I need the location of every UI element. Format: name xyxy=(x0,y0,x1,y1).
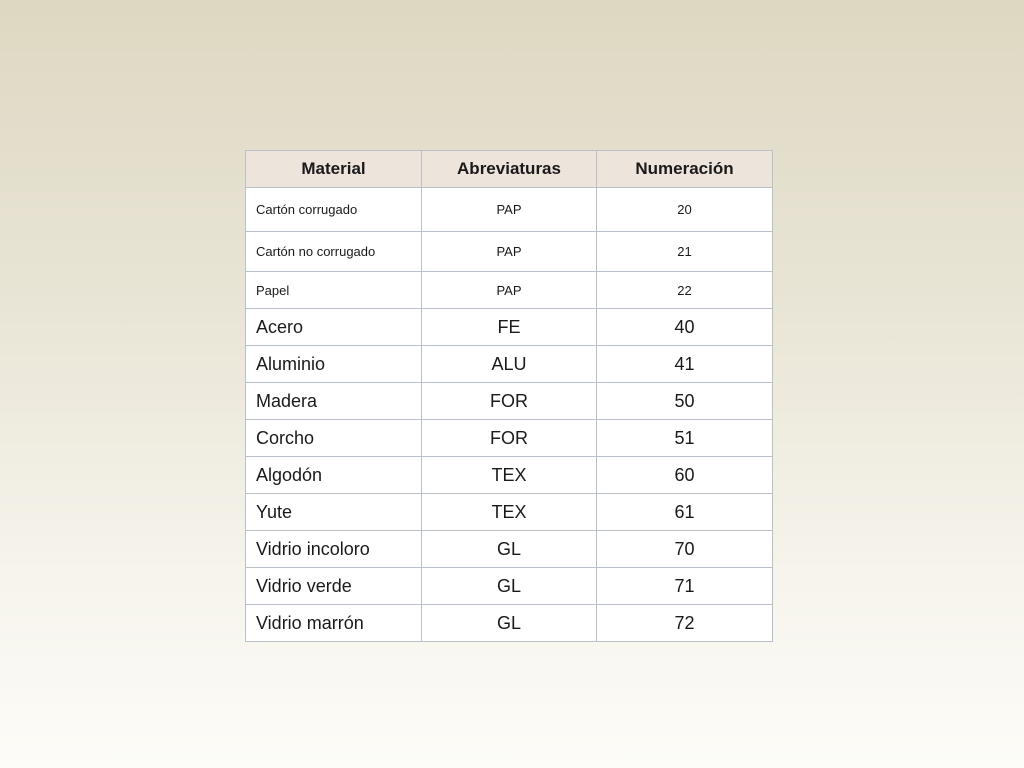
cell-number: 60 xyxy=(597,457,773,494)
table-row xyxy=(246,420,773,457)
cell-abbreviation: PAP xyxy=(422,188,597,232)
cell-number: 72 xyxy=(597,605,773,642)
materials-table xyxy=(245,150,773,642)
cell-number: 20 xyxy=(597,188,773,232)
header-abbreviations: Abreviaturas xyxy=(422,151,597,188)
cell-number: 22 xyxy=(597,272,773,309)
cell-abbreviation: FOR xyxy=(422,383,597,420)
table-row xyxy=(246,531,773,568)
cell-material: Corcho xyxy=(246,420,422,457)
header-material: Material xyxy=(246,151,422,188)
cell-abbreviation: PAP xyxy=(422,272,597,309)
cell-material: Algodón xyxy=(246,457,422,494)
table-row xyxy=(246,568,773,605)
table-row xyxy=(246,605,773,642)
cell-abbreviation: GL xyxy=(422,531,597,568)
cell-abbreviation: PAP xyxy=(422,232,597,272)
table-row xyxy=(246,346,773,383)
cell-number: 51 xyxy=(597,420,773,457)
table-row xyxy=(246,383,773,420)
header-numbering: Numeración xyxy=(597,151,773,188)
table-row xyxy=(246,188,773,232)
cell-abbreviation: GL xyxy=(422,568,597,605)
cell-number: 40 xyxy=(597,309,773,346)
cell-abbreviation: FE xyxy=(422,309,597,346)
table-row xyxy=(246,232,773,272)
cell-abbreviation: FOR xyxy=(422,420,597,457)
cell-number: 50 xyxy=(597,383,773,420)
table-row xyxy=(246,494,773,531)
cell-material: Papel xyxy=(246,272,422,309)
table-header-row xyxy=(246,151,773,188)
cell-material: Madera xyxy=(246,383,422,420)
cell-number: 70 xyxy=(597,531,773,568)
cell-number: 21 xyxy=(597,232,773,272)
cell-material: Vidrio verde xyxy=(246,568,422,605)
cell-number: 41 xyxy=(597,346,773,383)
cell-material: Cartón no corrugado xyxy=(246,232,422,272)
cell-material: Yute xyxy=(246,494,422,531)
cell-number: 71 xyxy=(597,568,773,605)
cell-abbreviation: TEX xyxy=(422,457,597,494)
cell-material: Acero xyxy=(246,309,422,346)
cell-material: Aluminio xyxy=(246,346,422,383)
cell-abbreviation: TEX xyxy=(422,494,597,531)
cell-abbreviation: GL xyxy=(422,605,597,642)
cell-material: Vidrio incoloro xyxy=(246,531,422,568)
cell-abbreviation: ALU xyxy=(422,346,597,383)
cell-material: Cartón corrugado xyxy=(246,188,422,232)
cell-material: Vidrio marrón xyxy=(246,605,422,642)
table-row xyxy=(246,309,773,346)
cell-number: 61 xyxy=(597,494,773,531)
table-row xyxy=(246,457,773,494)
table-row xyxy=(246,272,773,309)
